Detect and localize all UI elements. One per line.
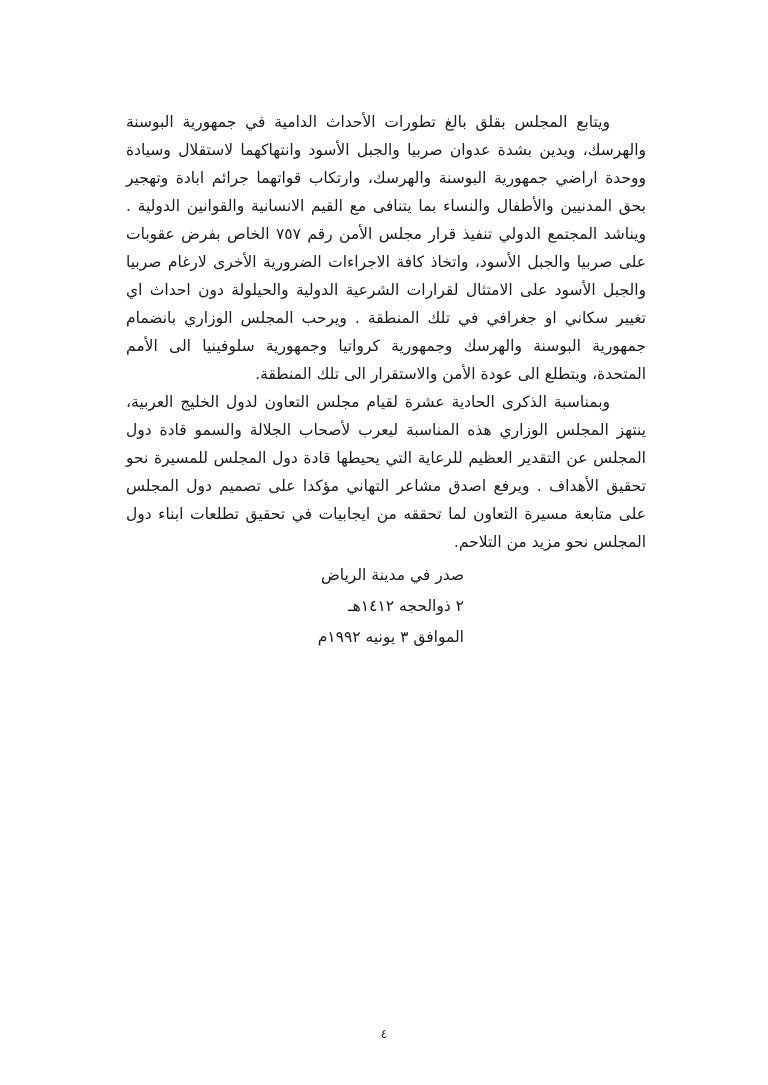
- gregorian-date-line: الموافق ٣ يونيه ١٩٩٢م: [317, 628, 464, 646]
- paragraph-gcc-anniversary: وبمناسبة الذكرى الحادية عشرة لقيام مجلس التعاون لدول الخليج العربية، ينتهز المجلس الوزاري هذه المناسبة ليعرب لأصحاب الجلالة والسمو قادة دول المجلس عن التقدير العظيم للرعاية التي يحيطها قادة دول المجلس للمسيرة نحو تحقيق الأهداف . ويرفع اصدق مشاعر التهاني مؤكدا على تصميم دول المجلس على متابعة مسيرة التعاون لما تحققه من ايجابيات في تحقيق تطلعات ابناء دول المجلس نحو مزيد من التلاحم.: [126, 393, 646, 551]
- page-number: ٤: [380, 1027, 388, 1041]
- closing-block: [126, 560, 646, 653]
- document-body: [126, 108, 646, 653]
- hijri-date-line: ٢ ذوالحجه ١٤١٢هـ: [348, 597, 464, 615]
- paragraph-bosnia-statement: ويتابع المجلس بقلق بالغ تطورات الأحداث الدامية في جمهورية البوسنة والهرسك، ويدين بشدة عدوان صربيا والجبل الأسود وانتهاكهما لاستقلال وسيادة ووحدة اراضي جمهورية البوسنة والهرسك، وارتكاب قواتهما جرائم ابادة وتهجير بحق المدنيين والأطفال والنساء بما يتنافى مع القيم الانسانية والقوانين الدولية . ويناشد المجتمع الدولي تنفيذ قرار مجلس الأمن رقم ٧٥٧ الخاص بفرض عقوبات على صربيا والجبل الأسود، واتخاذ كافة الاجراءات الضرورية الأخرى لارغام صربيا والجبل الأسود على الامتثال لقرارات الشرعية الدولية والحيلولة دون احداث اي تغيير سكاني او جغرافي في تلك المنطقة . ويرحب المجلس الوزاري بانضمام جمهورية البوسنة والهرسك وجمهورية كرواتيا وجمهورية سلوفينيا الى الأمم المتحدة، ويتطلع الى عودة الأمن والاستقرار الى تلك المنطقة.: [126, 113, 646, 383]
- issued-location-line: صدر في مدينة الرياض: [321, 566, 464, 584]
